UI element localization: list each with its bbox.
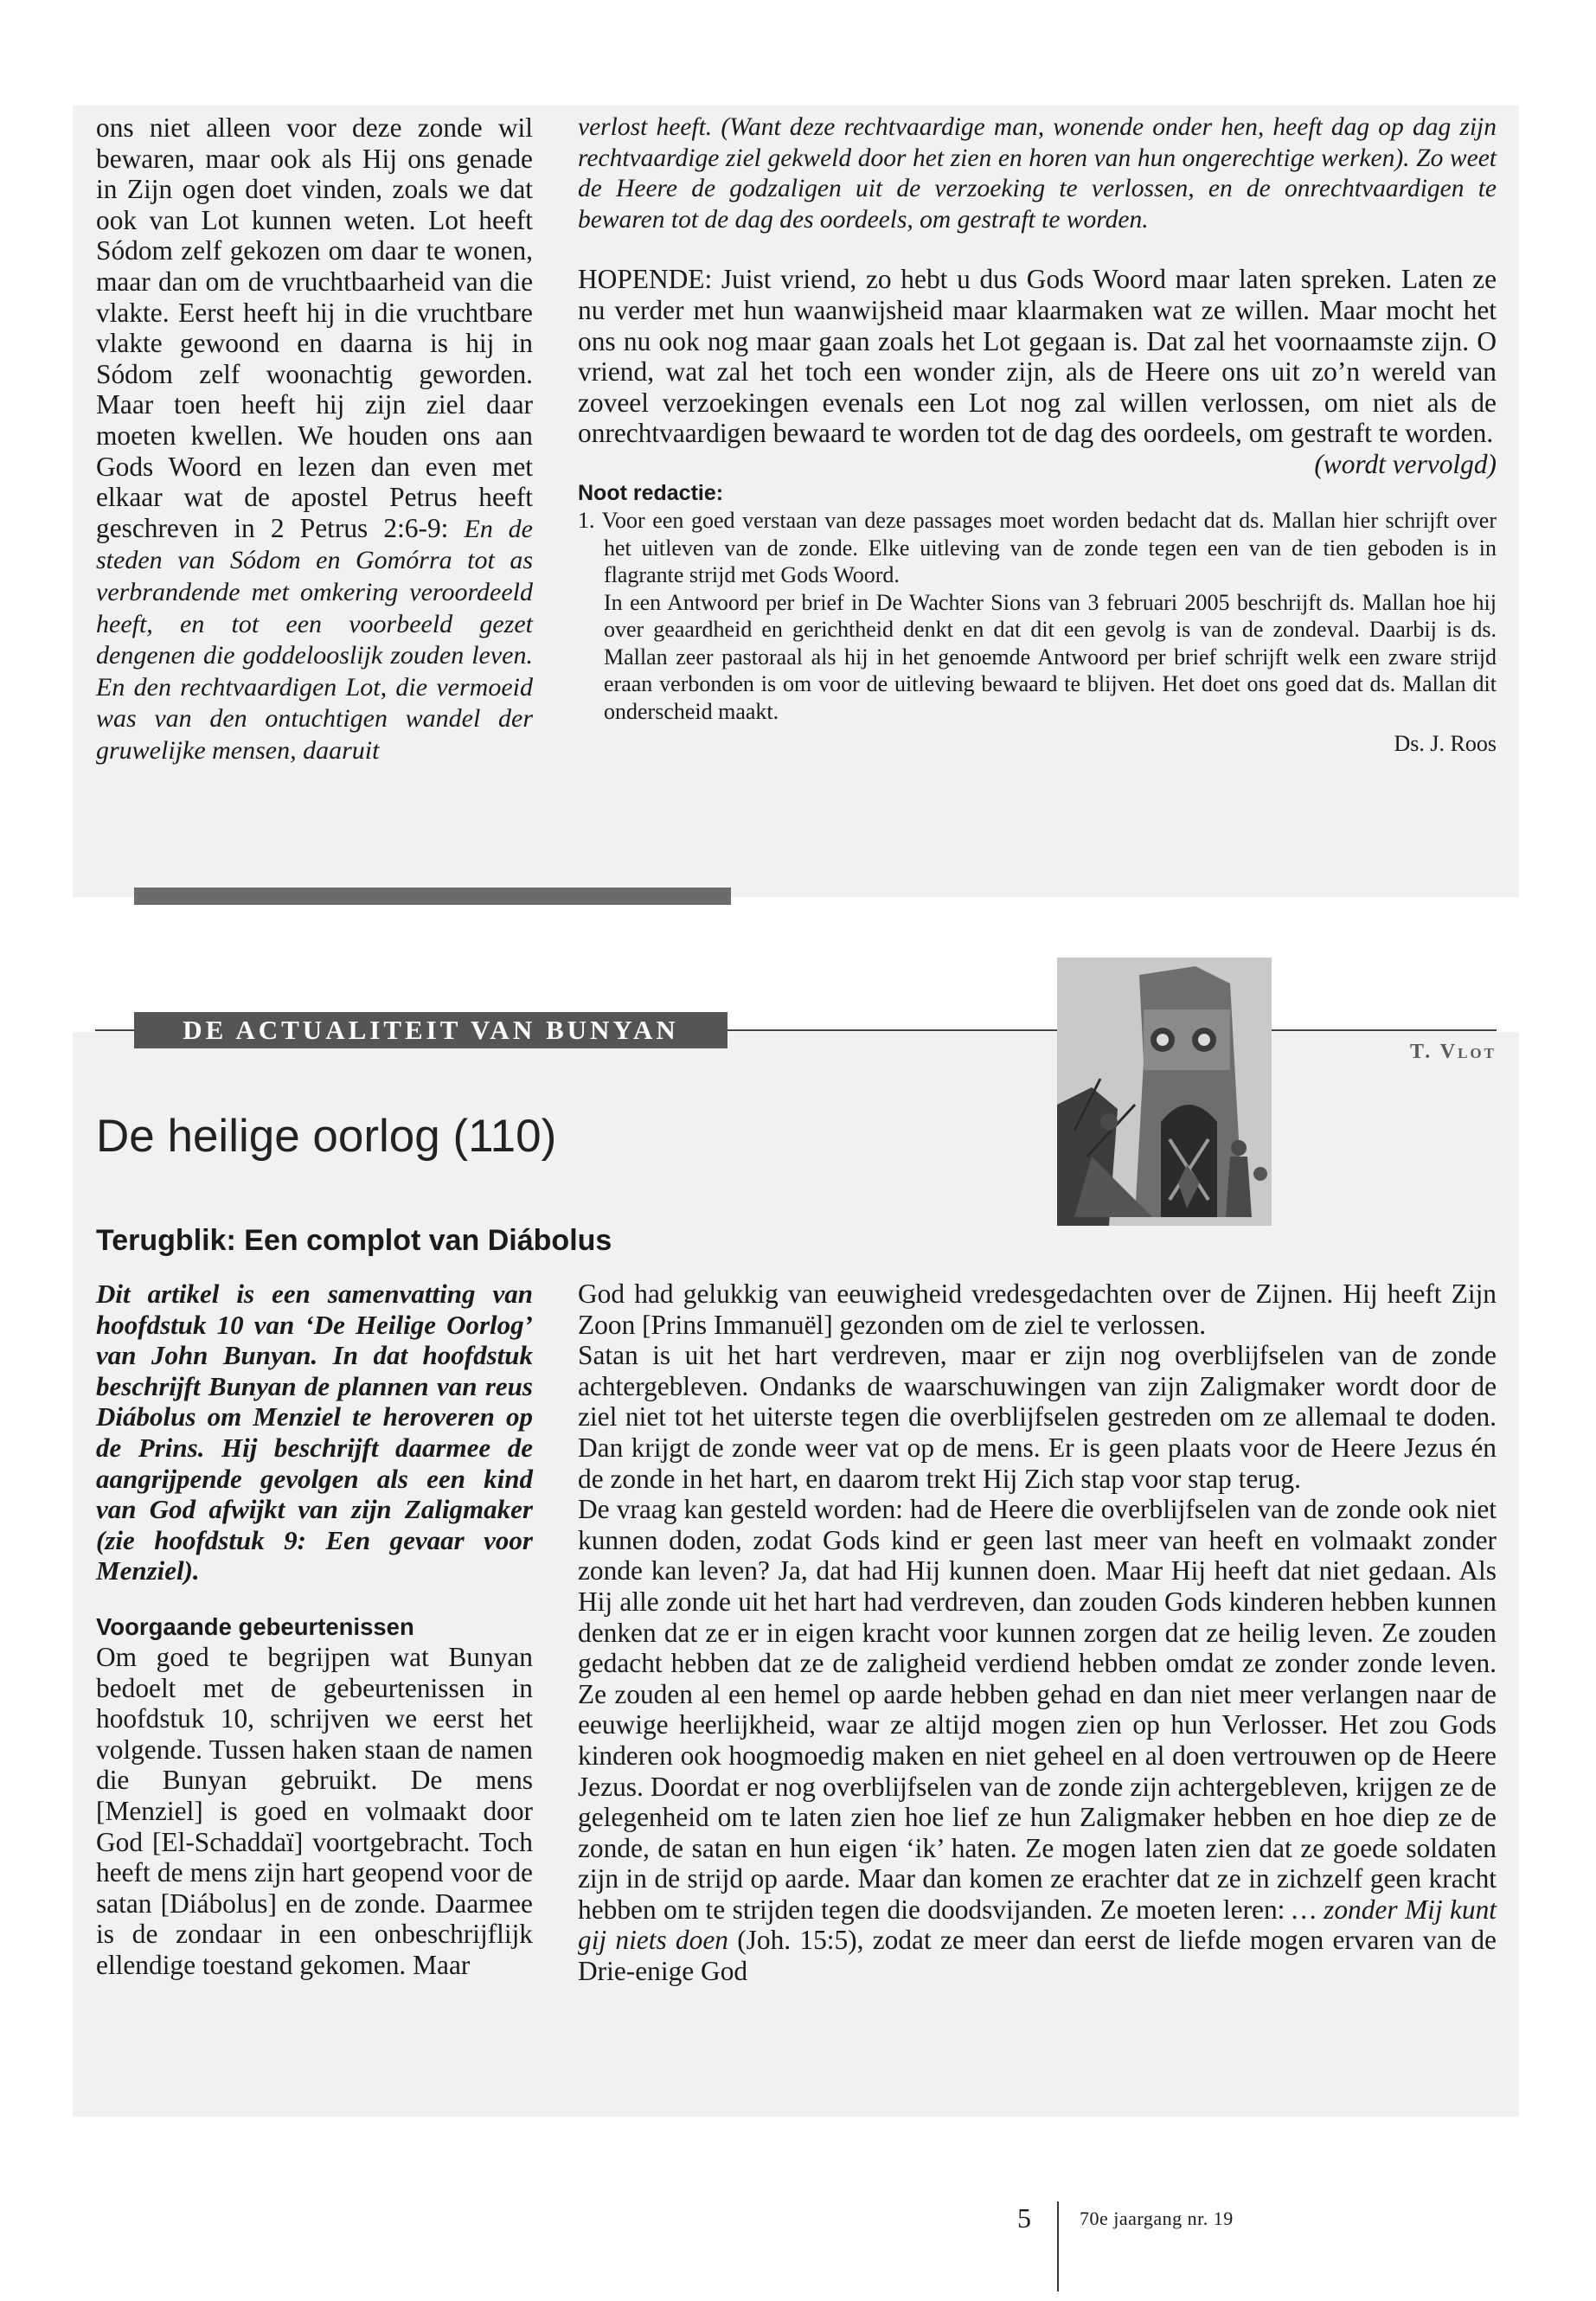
top-left-text: ons niet alleen voor deze zonde wil bewaren, maar ook als Hij ons genade in Zijn ogen doet vinden, zoals we dat ook van Lot kunnen weten. Lot heeft Sódom zelf gekozen om daar te wonen, maar dan om de vruchtbaarheid van die vlakte. Eerst heeft hij in die vruchtbare vlakte gewoond en daarna is hij in Sódom zelf woonachtig geworden. Maar toen heeft hij zijn ziel daar moeten kwellen. We houden ons aan Gods Woord en lezen dan even met elkaar wat de apostel Petrus heeft geschreven in 2 Petrus 2:6-9:: [96, 112, 533, 543]
paragraph-2: Satan is uit het hart verdreven, maar er zijn nog overblijfselen van de zonde achtergebleven. Ondanks de waarschuwingen van zijn Zaligmaker wordt door de ziel niet tot het uiterste tegen die overblijfselen gestreden om ze allemaal te doden. Dan krijgt de zonde weer vat op de mens. Er is geen plaats voor de Heere Jezus én de zonde in het hart, en daarom trekt Hij Zich stap voor stap terug.: [578, 1340, 1497, 1494]
footer-divider: [1057, 2202, 1059, 2291]
article-intro: Dit artikel is een samenvatting van hoofdstuk 10 van ‘De Heilige Oorlog’ van John Bunyan. In dat hoofdstuk beschrijft Bunyan de plannen van reus Diábolus om Menziel te heroveren op de Prins. Hij beschrijft daarmee de aangrijpende gevolgen als een kind van God afwijkt van zijn Zaligmaker (zie hoofdstuk 9: Een gevaar voor Menziel).: [96, 1279, 533, 1586]
page-number: 5: [1017, 2202, 1031, 2234]
paragraph-3-end: (Joh. 15:5), zodat ze meer dan eerst de liefde mogen ervaren van de Drie-enige God: [578, 1925, 1497, 1987]
editorial-note: [578, 480, 1497, 758]
note-item: 1. Voor een goed verstaan van deze passages moet worden bedacht dat ds. Mallan hier schrijft over het uitleven van de zonde. Elke uitleving van de zonde tegen een van de tien geboden is in flagrante strijd met Gods Woord.: [578, 508, 1497, 588]
bible-citation: … zonder Mij kunt gij niets doen: [578, 1894, 1497, 1956]
bottom-right-column: [578, 1279, 1497, 1987]
hopende-text: HOPENDE: Juist vriend, zo hebt u dus Gods Woord maar laten spreken. Laten ze nu verder met hun waanwijsheid maar klaarmaken wat ze willen. Maar mocht het ons nu ook nog maar gaan zoals het Lot gegaan is. Dat zal het voornaamste zijn. O vriend, wat zal het toch een wonder zijn, als de Heere ons uit zo’n wereld van zoveel verzoekingen evenals een Lot nog zal willen verlossen, om niet als de onrechtvaardigen bewaard te worden tot de dag des oordeels, om gestraft te worden.: [578, 264, 1497, 449]
section-heading: Voorgaande gebeurtenissen: [96, 1612, 414, 1640]
hopende-paragraph: [578, 264, 1497, 479]
article-title: De heilige oorlog (110): [96, 1111, 557, 1162]
section-body: Om goed te begrijpen wat Bunyan bedoelt met de gebeurtenissen in hoofdstuk 10, schrijven we eerst het volgende. Tussen haken staan de namen die Bunyan gebruikt. De mens [Menziel] is goed en volmaakt door God [El-Schaddaï] voortgebracht. Toch heeft de mens zijn hart geopend voor de satan [Diábolus] en de zonde. Daarmee is de zondaar in een onbeschrijflijk ellendige toestand gekomen. Maar: [96, 1641, 533, 1980]
bible-quote-continued: verlost heeft. (Want deze rechtvaardige man, wonende onder hen, heeft dag op dag zijn rechtvaardige ziel gekweld door het zien en horen van hun ongerechtige werken). Zo weet de Heere de godzaligen uit de verzoeking te verlossen, en de onrechtvaardigen te bewaren tot de dag des oordeels, om gestraft te worden.: [578, 113, 1497, 234]
bottom-left-column: [96, 1279, 533, 1980]
paragraph-3-text: De vraag kan gesteld worden: had de Heere die overblijfselen van de zonde ook niet kunnen doden, zodat Gods kind er geen last meer van heeft en volmaakt zonder zonde kan leven? Ja, dat had Hij kunnen doen. Maar Hij heeft dat niet gedaan. Als Hij alle zonde uit het hart had verdreven, dan zouden Gods kinderen hebben kunnen denken dat ze er in eigen kracht voor kunnen zorgen dat ze heilig leven. Ze zouden gedacht hebben dat ze de zaligheid verdiend hebben omdat ze zonder zonde leven. Ze zouden al een hemel op aarde hebben gehad en dan niet meer verlangen naar de eeuwige heerlijkheid, waar ze altijd mogen zien op hun Verlosser. Het zou Gods kinderen ook hoogmoedig maken en niet geheel en al doen vertrouwen op de Heere Jezus. Doordat er nog overblijfselen van de zonde zijn achtergebleven, krijgen ze de gelegenheid om te laten zien hoe lief ze hun Zaligmaker hebben en hoe diep ze de zonde, de satan en hun eigen ‘ik’ haten. Ze mogen laten zien dat ze goede soldaten zijn in de strijd op aarde. Maar dan komen ze erachter dat ze in zichzelf geen kracht hebben om te strijden tegen die doodsvijanden. Ze moeten leren:: [578, 1494, 1497, 1925]
author-name: T. Vlot: [1409, 1041, 1497, 1063]
top-right-column: [578, 112, 1497, 758]
note-signature: Ds. J. Roos: [1394, 731, 1497, 757]
bible-quote: En de steden van Sódom en Gomórra tot as verbrandende met omkering veroordeeld heeft, en tot een voorbeeld gezet dengenen die goddelooslijk zouden leven. En den rechtvaardigen Lot, die vermoeid was van den ontuchtigen wandel der gruwelijke mensen, daaruit: [96, 514, 533, 765]
note-title: Noot redactie:: [578, 480, 724, 505]
divider-bar: [134, 888, 731, 905]
continued-note: (wordt vervolgd): [1314, 448, 1497, 479]
top-left-column: [96, 112, 533, 766]
section-label: DE ACTUALITEIT VAN BUNYAN: [134, 1012, 727, 1048]
paragraph-1: God had gelukkig van eeuwigheid vredesgedachten over de Zijnen. Hij heeft Zijn Zoon [Prins Immanuël] gezonden om de ziel te verlossen.: [578, 1279, 1497, 1340]
note-paragraph: In een Antwoord per brief in De Wachter Sions van 3 februari 2005 beschrijft ds. Mallan hoe hij over geaardheid en gerichtheid denkt en dat dit een gevolg is van de zondeval. Daarbij is ds. Mallan zeer pastoraal als hij in het genoemde Antwoord per brief schrijft welk een zware strijd eraan verbonden is om voor de uitleving bewaard te blijven. Het doet ons goed dat ds. Mallan dit onderscheid maakt.: [604, 589, 1497, 724]
article-subtitle: Terugblik: Een complot van Diábolus: [96, 1224, 612, 1257]
illustration-image: [1057, 958, 1272, 1226]
paragraph-3: [578, 1494, 1497, 1987]
issue-label: 70e jaargang nr. 19: [1080, 2208, 1234, 2229]
